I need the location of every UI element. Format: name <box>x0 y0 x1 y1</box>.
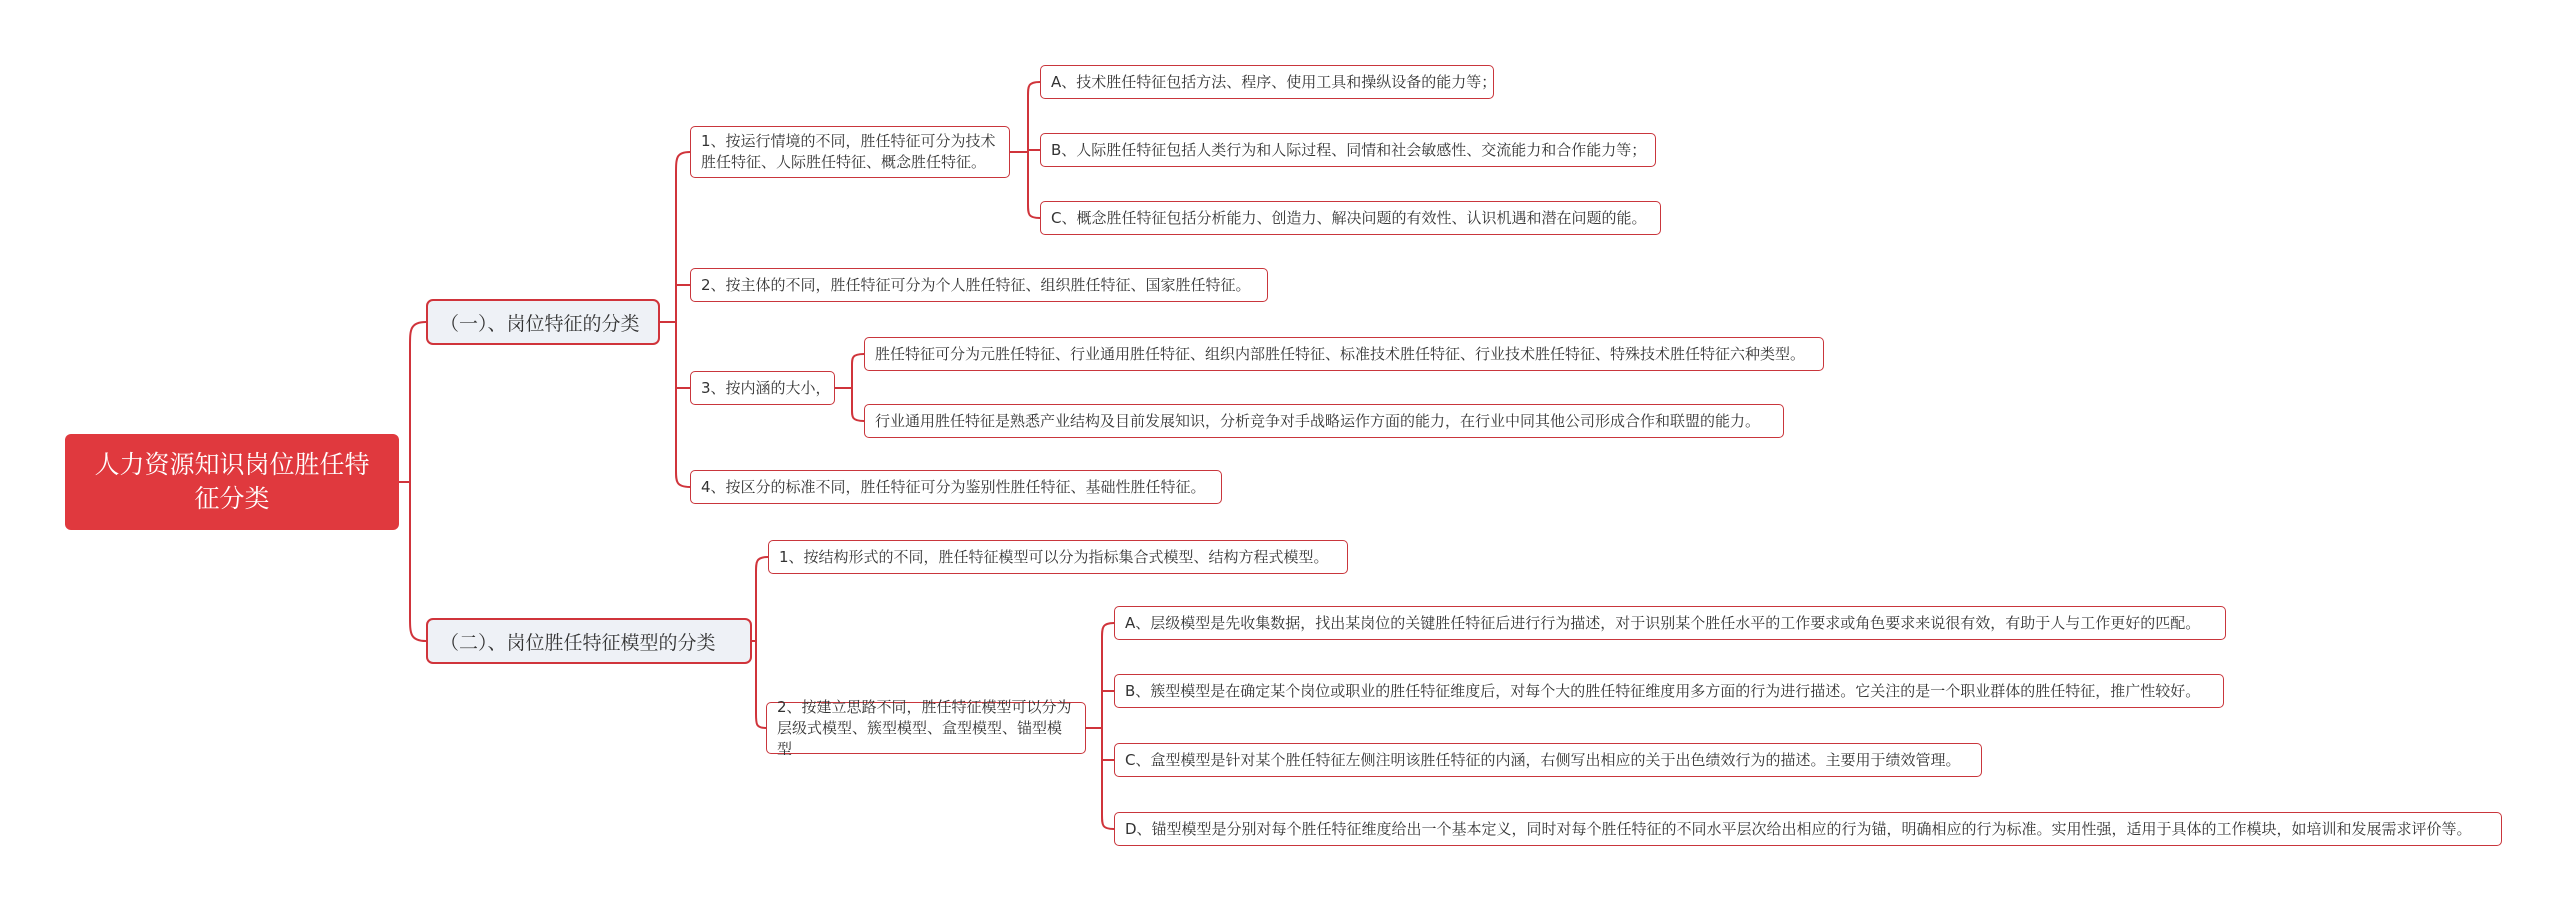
sub-a-label: A、技术胜任特征包括方法、程序、使用工具和操纵设备的能力等； <box>1051 72 1497 91</box>
label-line-2: 层级式模型、簇型模型、盒型模型、锚型模型 <box>777 718 1063 758</box>
sub-b-label: B、簇型模型是在确定某个岗位或职业的胜任特征维度后，对每个大的胜任特征维度用多方面的行为进行描述。它关注的是一个职业群体的胜任特征，推广性较好。 <box>1125 681 2201 700</box>
connector-branch-2 <box>752 557 768 728</box>
sub-c-label: C、盒型模型是针对某个胜任特征左侧注明该胜任特征的内涵，右侧写出相应的关于出色绩效行为的描述。主要用于绩效管理。 <box>1125 750 1961 769</box>
connector-b1c1 <box>1010 82 1040 218</box>
sub-a-label: A、层级模型是先收集数据，找出某岗位的关键胜任特征后进行行为描述，对于识别某个胜任水平的工作要求或角色要求来说很有效，有助于人与工作更好的匹配。 <box>1125 613 2201 632</box>
branch-1-item-3-sub-1[interactable] <box>864 337 1824 371</box>
branch-1[interactable] <box>426 299 660 345</box>
branch-2-item-1-label: 1、按结构形式的不同，胜任特征模型可以分为指标集合式模型、结构方程式模型。 <box>779 547 1329 566</box>
connector-branch-1 <box>660 152 690 487</box>
root-node[interactable] <box>65 434 399 530</box>
root-title: 人力资源知识岗位胜任特征分类 <box>94 450 370 513</box>
branch-1-item-2-label: 2、按主体的不同，胜任特征可分为个人胜任特征、组织胜任特征、国家胜任特征。 <box>701 275 1251 294</box>
branch-2-label: （二）、岗位胜任特征模型的分类 <box>440 631 716 654</box>
branch-1-item-4-label: 4、按区分的标准不同，胜任特征可分为鉴别性胜任特征、基础性胜任特征。 <box>701 477 1206 496</box>
branch-2[interactable] <box>426 618 752 664</box>
label-line-2: 胜任特征、人际胜任特征、概念胜任特征。 <box>701 153 987 171</box>
branch-2-item-2[interactable] <box>766 697 1086 758</box>
branch-1-label: （一）、岗位特征的分类 <box>440 312 640 335</box>
branch-2-item-2-sub-c[interactable] <box>1114 743 1982 777</box>
connector-b2c2 <box>1086 623 1114 829</box>
branch-2-item-2-sub-d[interactable] <box>1114 812 2502 846</box>
branch-1-item-3-sub-2[interactable] <box>864 404 1784 438</box>
item-3-sub-2-label: 行业通用胜任特征是熟悉产业结构及目前发展知识，分析竞争对手战略运作方面的能力，在行业中同其他公司形成合作和联盟的能力。 <box>875 411 1761 430</box>
branch-1-item-1-sub-b[interactable] <box>1040 133 1656 167</box>
branch-1-item-1-sub-c[interactable] <box>1040 201 1661 235</box>
sub-c-label: C、概念胜任特征包括分析能力、创造力、解决问题的有效性、认识机遇和潜在问题的能。 <box>1051 208 1647 227</box>
branch-1-item-3[interactable] <box>690 371 835 405</box>
branch-2-item-2-sub-a[interactable] <box>1114 606 2226 640</box>
label-line-1: 1、按运行情境的不同，胜任特征可分为技术 <box>701 132 996 150</box>
branch-2-item-2-sub-b[interactable] <box>1114 674 2224 708</box>
sub-b-label: B、人际胜任特征包括人类行为和人际过程、同情和社会敏感性、交流能力和合作能力等； <box>1051 140 1647 159</box>
branch-1-item-3-label: 3、按内涵的大小， <box>701 378 831 397</box>
branch-2-item-1[interactable] <box>768 540 1348 574</box>
branch-1-item-4[interactable] <box>690 470 1222 504</box>
branch-1-item-2[interactable] <box>690 268 1268 302</box>
branch-1-item-1[interactable] <box>690 126 1010 178</box>
sub-d-label: D、锚型模型是分别对每个胜任特征维度给出一个基本定义，同时对每个胜任特征的不同水平层次给出相应的行为锚，明确相应的行为标准。实用性强，适用于具体的工作模块，如培训和发展需求评价等。 <box>1125 819 2472 838</box>
branch-2-item-2-label <box>777 697 1075 760</box>
label-line-1: 2、按建立思路不同，胜任特征模型可以分为 <box>777 697 1072 716</box>
branch-1-item-1-sub-a[interactable] <box>1040 65 1497 99</box>
item-3-sub-1-label: 胜任特征可分为元胜任特征、行业通用胜任特征、组织内部胜任特征、标准技术胜任特征、行业技术胜任特征、特殊技术胜任特征六种类型。 <box>875 344 1806 363</box>
connector-root <box>399 322 426 641</box>
connector-b1c3 <box>835 354 864 421</box>
branch-1-item-1-label <box>701 131 996 173</box>
